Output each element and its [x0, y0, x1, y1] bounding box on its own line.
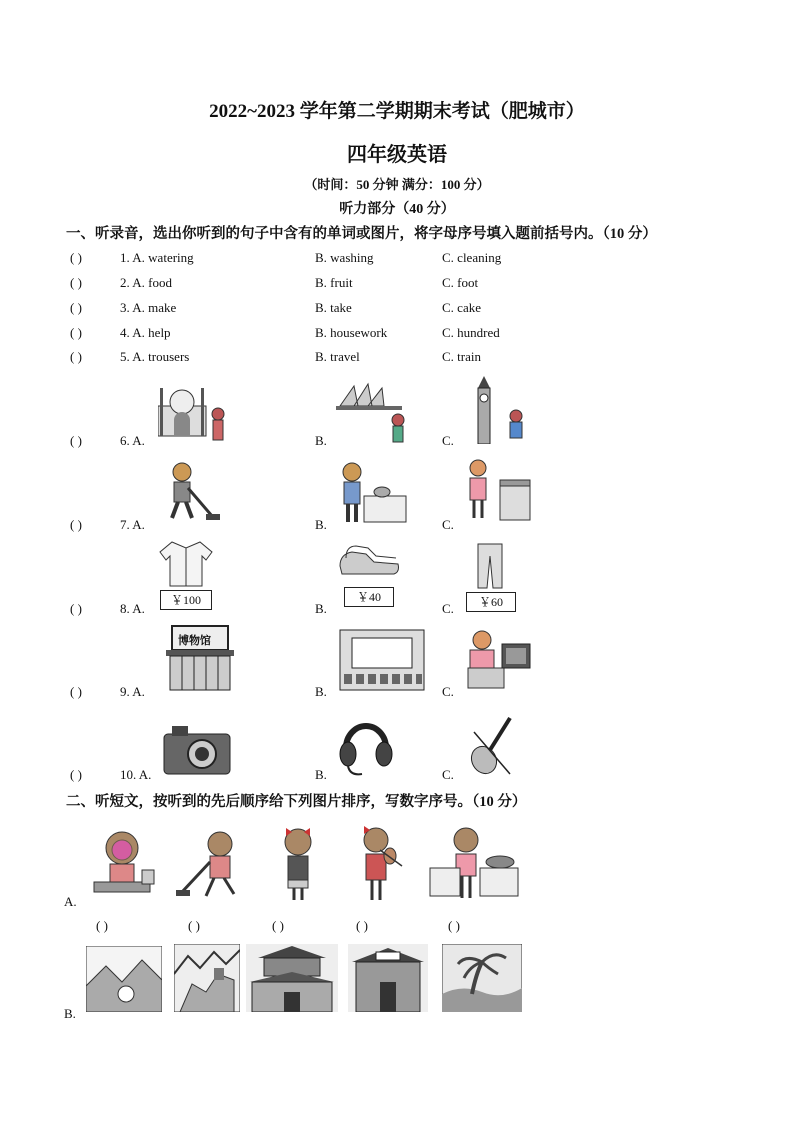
sydney-opera-house-image[interactable]: [336, 378, 412, 444]
answer-paren[interactable]: ( ): [70, 275, 82, 290]
order-blank[interactable]: ( ): [96, 918, 108, 933]
item-5-c: C. train: [442, 349, 481, 364]
item-1-b: B. washing: [315, 250, 374, 265]
girl-washing-dishes-image[interactable]: [86, 826, 160, 902]
item-3-a: 3. A. make: [120, 300, 177, 315]
girl-playing-violin-image[interactable]: [350, 822, 404, 902]
order-blank[interactable]: ( ): [272, 918, 284, 933]
section2-heading: 二、听短文，按听到的先后顺序给下列图片排序，写数字序号。（10 分）: [66, 794, 527, 810]
answer-paren[interactable]: ( ): [70, 601, 82, 616]
item-10-a: 10. A.: [120, 767, 152, 782]
great-wall-image[interactable]: [174, 944, 240, 1012]
item-6-b: B.: [315, 433, 327, 448]
item-2-b: B. fruit: [315, 275, 353, 290]
exam-title: 2022~2023 学年第二学期期末考试（肥城市）: [209, 101, 585, 122]
girl-with-hair-bow-image[interactable]: [272, 822, 324, 902]
girl-watching-tv-image[interactable]: [462, 624, 532, 694]
row-b-label: B.: [64, 1006, 76, 1021]
camera-image[interactable]: [162, 722, 232, 776]
palm-beach-image[interactable]: [442, 944, 522, 1012]
item-6-c: C.: [442, 433, 454, 448]
item-7-c: C.: [442, 517, 454, 532]
headphones-image[interactable]: [338, 712, 394, 778]
listening-part-heading: 听力部分（40 分）: [339, 202, 455, 217]
item-5-a: 5. A. trousers: [120, 349, 190, 364]
item-7-a: 7. A.: [120, 517, 145, 532]
price-tag: ￥100: [160, 590, 212, 610]
boy-cooking-image[interactable]: [336, 460, 408, 526]
answer-paren[interactable]: ( ): [70, 250, 82, 265]
answer-paren[interactable]: ( ): [70, 684, 82, 699]
temple-hall-image[interactable]: [348, 944, 428, 1012]
girl-using-washer-image[interactable]: [464, 458, 532, 524]
girl-sweeping-image[interactable]: [174, 826, 244, 902]
item-5-b: B. travel: [315, 349, 360, 364]
answer-paren[interactable]: ( ): [70, 433, 82, 448]
boy-mopping-image[interactable]: [158, 460, 224, 526]
item-9-b: B.: [315, 684, 327, 699]
answer-paren[interactable]: ( ): [70, 349, 82, 364]
answer-paren[interactable]: ( ): [70, 300, 82, 315]
shirt-image[interactable]: [158, 540, 214, 588]
order-blank[interactable]: ( ): [356, 918, 368, 933]
taj-mahal-image[interactable]: [158, 378, 230, 444]
item-8-b: B.: [315, 601, 327, 616]
item-4-a: 4. A. help: [120, 325, 171, 340]
museum-sign: 博物馆: [178, 635, 211, 647]
cinema-image[interactable]: [338, 628, 426, 692]
answer-paren[interactable]: ( ): [70, 325, 82, 340]
item-4-b: B. housework: [315, 325, 388, 340]
item-8-c: C.: [442, 601, 454, 616]
item-1-c: C. cleaning: [442, 250, 502, 265]
price-tag: ￥60: [466, 592, 516, 612]
order-blank[interactable]: ( ): [188, 918, 200, 933]
item-6-a: 6. A.: [120, 433, 145, 448]
big-ben-image[interactable]: [464, 374, 528, 444]
item-8-a: 8. A.: [120, 601, 145, 616]
section1-heading: 一、听录音，选出你听到的句子中含有的单词或图片，将字母序号填入题前括号内。（10 分）: [66, 226, 657, 242]
order-blank[interactable]: ( ): [448, 918, 460, 933]
price-tag: ￥40: [344, 587, 394, 607]
exam-subtitle: 四年级英语: [347, 144, 447, 166]
row-a-label: A.: [64, 894, 77, 909]
item-10-c: C.: [442, 767, 454, 782]
item-3-c: C. cake: [442, 300, 481, 315]
violin-image[interactable]: [464, 714, 520, 778]
palace-gate-image[interactable]: [246, 944, 338, 1012]
item-9-a: 9. A.: [120, 684, 145, 699]
item-3-b: B. take: [315, 300, 352, 315]
item-1-a: 1. A. watering: [120, 250, 194, 265]
word-items: [0, 250, 794, 380]
item-2-a: 2. A. food: [120, 275, 172, 290]
time-score-line: （时间：50 分钟 满分：100 分）: [304, 177, 490, 192]
item-10-b: B.: [315, 767, 327, 782]
item-2-c: C. foot: [442, 275, 479, 290]
item-9-c: C.: [442, 684, 454, 699]
shoes-image[interactable]: [338, 540, 402, 580]
trousers-image[interactable]: [476, 542, 504, 590]
answer-paren[interactable]: ( ): [70, 767, 82, 782]
girl-cooking-image[interactable]: [428, 822, 520, 902]
sunrise-mountains-image[interactable]: [86, 946, 162, 1012]
item-7-b: B.: [315, 517, 327, 532]
answer-paren[interactable]: ( ): [70, 517, 82, 532]
item-4-c: C. hundred: [442, 325, 500, 340]
